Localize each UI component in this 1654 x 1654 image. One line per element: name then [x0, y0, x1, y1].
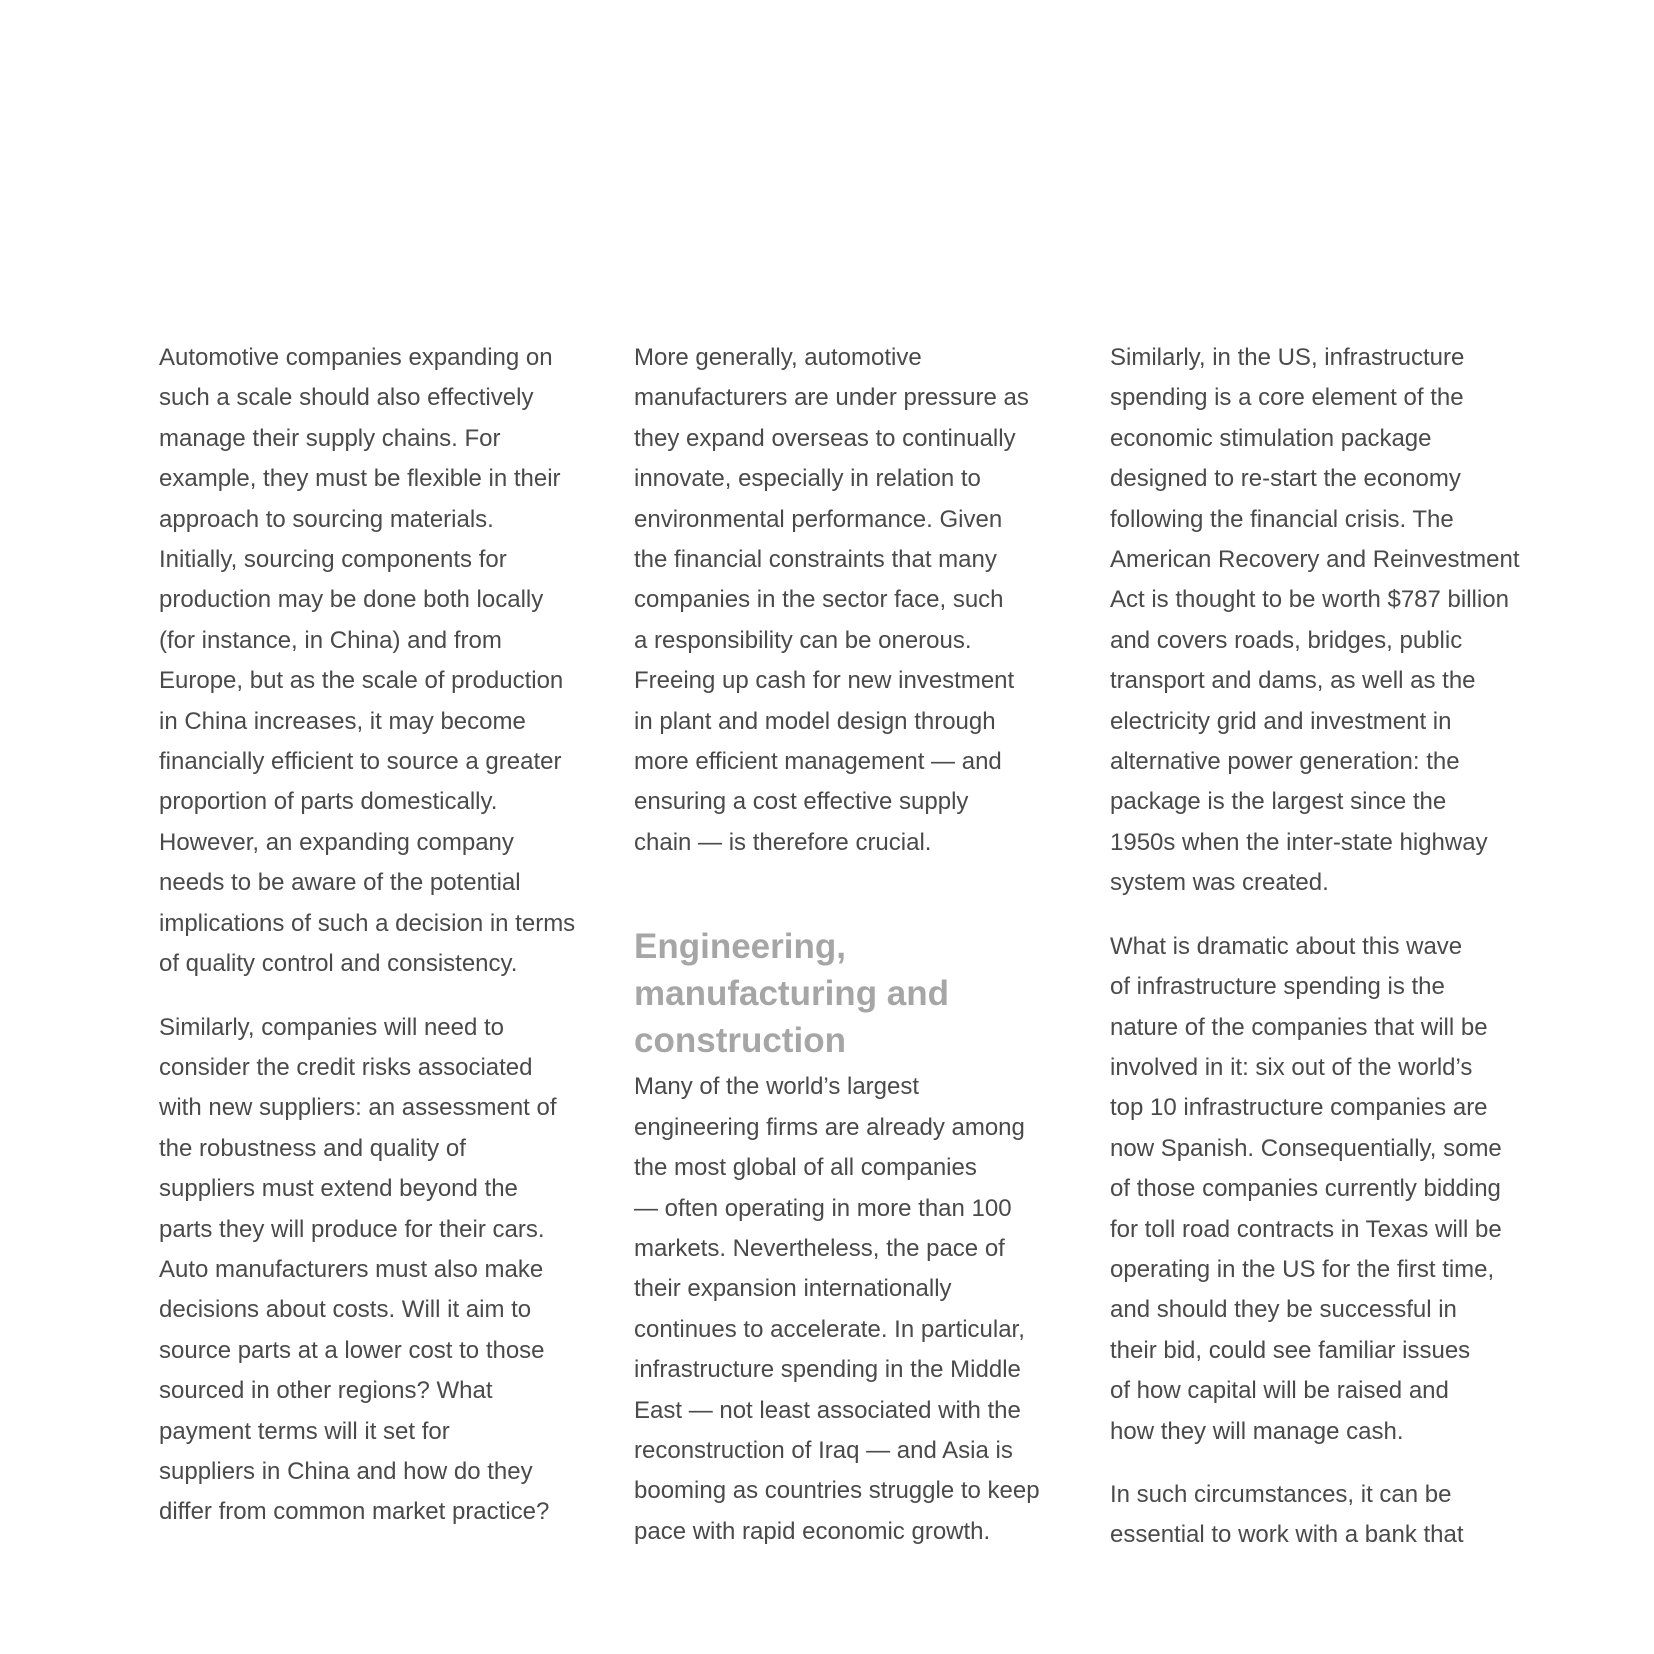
text-line: What is dramatic about this wave [1110, 932, 1463, 960]
body-paragraph [159, 1008, 599, 1533]
text-line: decisions about costs. Will it aim to [159, 1296, 532, 1324]
text-line: package is the largest since the [1110, 788, 1447, 816]
text-line: approach to sourcing materials. [159, 505, 494, 533]
text-line: production may be done both locally [159, 586, 544, 614]
section-heading [634, 923, 1074, 1064]
text-line: suppliers must extend beyond the [159, 1175, 518, 1203]
text-line: markets. Nevertheless, the pace of [634, 1234, 1005, 1262]
text-line: electricity grid and investment in [1110, 707, 1452, 735]
text-line: of how capital will be raised and [1110, 1377, 1449, 1405]
text-line: More generally, automotive [634, 344, 922, 371]
text-line: a responsibility can be onerous. [634, 626, 972, 654]
body-paragraph [1110, 927, 1550, 1452]
text-line: sourced in other regions? What [159, 1377, 493, 1405]
text-line: now Spanish. Consequentially, some [1110, 1134, 1502, 1162]
heading-line: manufacturing and [634, 974, 950, 1014]
text-line: transport and dams, as well as the [1110, 667, 1476, 695]
text-line: the robustness and quality of [159, 1134, 466, 1162]
text-line: involved in it: six out of the world’s [1110, 1053, 1473, 1081]
text-line: differ from common market practice? [159, 1498, 550, 1526]
text-line: and should they be successful in [1110, 1296, 1457, 1324]
text-line: pace with rapid economic growth. [634, 1517, 991, 1545]
text-line: the financial constraints that many [634, 546, 997, 574]
text-line: operating in the US for the first time, [1110, 1255, 1495, 1283]
text-line: Many of the world’s largest [634, 1073, 920, 1101]
text-line: for toll road contracts in Texas will be [1110, 1215, 1502, 1243]
text-line: Europe, but as the scale of production [159, 667, 564, 695]
text-line: — often operating in more than 100 [634, 1194, 1012, 1222]
text-line: of those companies currently bidding [1110, 1175, 1501, 1203]
text-column-3 [1110, 338, 1550, 1556]
body-paragraph [1110, 338, 1550, 904]
heading-line: construction [634, 1021, 846, 1061]
text-line: example, they must be flexible in their [159, 465, 561, 493]
text-line: chain — is therefore crucial. [634, 828, 932, 856]
text-line: economic stimulation package [1110, 424, 1432, 452]
text-line: Similarly, companies will need to [159, 1013, 505, 1041]
text-column-1 [159, 338, 599, 1533]
body-paragraph [159, 338, 599, 985]
text-line: how they will manage cash. [1110, 1417, 1404, 1445]
text-line: needs to be aware of the potential [159, 869, 521, 897]
text-line: infrastructure spending in the Middle [634, 1356, 1021, 1384]
text-line: engineering firms are already among [634, 1113, 1025, 1141]
text-line: environmental performance. Given [634, 505, 1003, 533]
text-line: essential to work with a bank that [1110, 1521, 1464, 1549]
body-paragraph [634, 338, 1074, 863]
text-line: source parts at a lower cost to those [159, 1336, 545, 1364]
text-line: spending is a core element of the [1110, 384, 1464, 412]
text-line: and covers roads, bridges, public [1110, 626, 1463, 654]
text-line: East — not least associated with the [634, 1396, 1021, 1424]
text-line: with new suppliers: an assessment of [159, 1094, 557, 1122]
text-line: ensuring a cost effective supply [634, 788, 969, 816]
text-line: reconstruction of Iraq — and Asia is [634, 1436, 1013, 1464]
text-line: of infrastructure spending is the [1110, 973, 1445, 1001]
text-line: in plant and model design through [634, 707, 996, 735]
body-paragraph [634, 1067, 1074, 1552]
text-line: they expand overseas to continually [634, 424, 1016, 452]
text-line: suppliers in China and how do they [159, 1457, 533, 1485]
text-line: American Recovery and Reinvestment [1110, 546, 1520, 574]
body-paragraph [1110, 1475, 1550, 1556]
text-line: innovate, especially in relation to [634, 465, 981, 493]
text-line: Auto manufacturers must also make [159, 1255, 544, 1283]
text-column-2 [634, 338, 1074, 1552]
heading-line: Engineering, [634, 927, 846, 967]
text-line: top 10 infrastructure companies are [1110, 1094, 1488, 1122]
text-line: financially efficient to source a greater [159, 748, 562, 776]
text-line: system was created. [1110, 869, 1329, 897]
text-line: implications of such a decision in terms [159, 909, 576, 937]
text-line: Freeing up cash for new investment [634, 667, 1015, 695]
text-line: in China increases, it may become [159, 707, 526, 735]
text-line: manufacturers are under pressure as [634, 384, 1029, 412]
text-line: the most global of all companies [634, 1154, 977, 1182]
text-line: manage their supply chains. For [159, 424, 501, 452]
text-line: Automotive companies expanding on [159, 344, 553, 371]
text-line: proportion of parts domestically. [159, 788, 498, 816]
text-line: of quality control and consistency. [159, 950, 518, 978]
text-line: However, an expanding company [159, 828, 514, 856]
text-line: parts they will produce for their cars. [159, 1215, 545, 1243]
text-line: booming as countries struggle to keep [634, 1477, 1040, 1505]
text-line: payment terms will it set for [159, 1417, 450, 1445]
text-line: Act is thought to be worth $787 billion [1110, 586, 1509, 614]
text-line: such a scale should also effectively [159, 384, 534, 412]
text-line: consider the credit risks associated [159, 1053, 533, 1081]
text-line: following the financial crisis. The [1110, 505, 1454, 533]
text-line: (for instance, in China) and from [159, 626, 502, 654]
text-line: alternative power generation: the [1110, 748, 1460, 776]
text-line: companies in the sector face, such [634, 586, 1004, 614]
text-line: Similarly, in the US, infrastructure [1110, 344, 1465, 371]
text-line: 1950s when the inter-state highway [1110, 828, 1488, 856]
text-line: their bid, could see familiar issues [1110, 1336, 1471, 1364]
text-line: continues to accelerate. In particular, [634, 1315, 1025, 1343]
text-line: nature of the companies that will be [1110, 1013, 1488, 1041]
text-line: their expansion internationally [634, 1275, 952, 1303]
text-line: In such circumstances, it can be [1110, 1480, 1452, 1508]
text-line: more efficient management — and [634, 748, 1002, 776]
text-line: designed to re-start the economy [1110, 465, 1461, 493]
text-line: Initially, sourcing components for [159, 546, 507, 574]
